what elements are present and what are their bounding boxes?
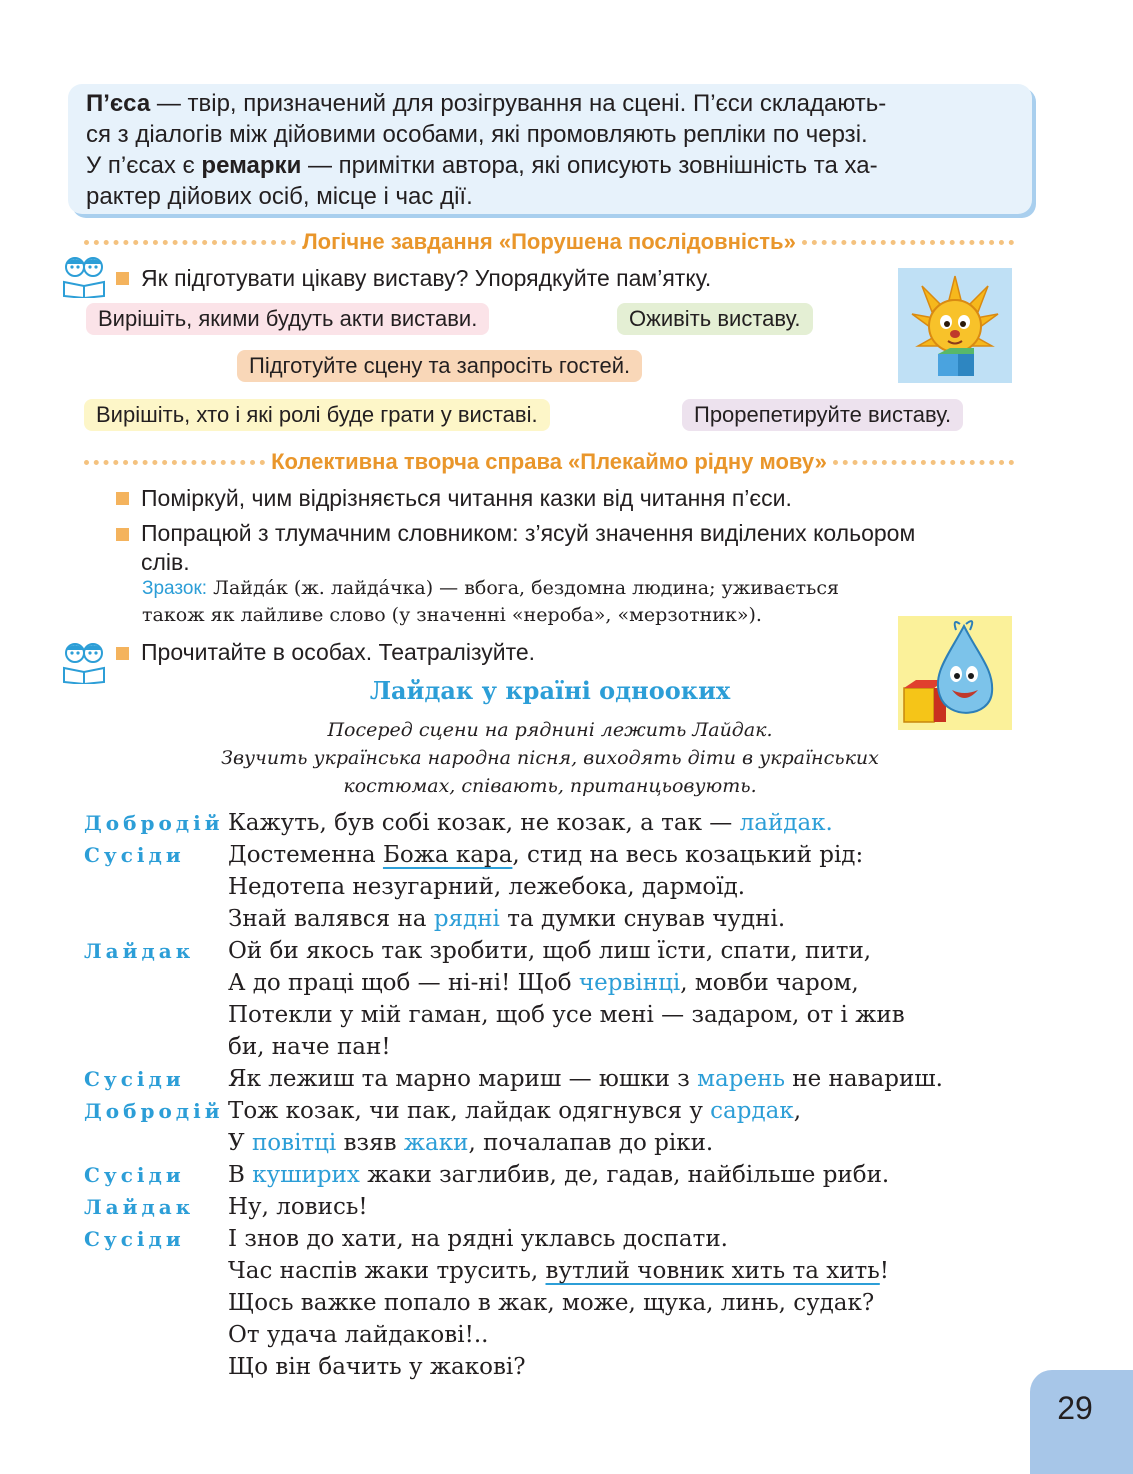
dialogue-line: Ну, ловись!	[228, 1194, 368, 1220]
section-title: Логічне завдання «Порушена послідовність»	[302, 229, 796, 254]
dialogue-line: В куширих жаки заглибив, де, гадав, найбільше риби.	[228, 1162, 890, 1188]
card-prepare-stage[interactable]: Підготуйте сцену та запросіть гостей.	[237, 350, 642, 382]
dialogue-line: У повітці взяв жаки, почалапав до ріки.	[228, 1130, 714, 1156]
card-revive-play[interactable]: Оживіть виставу.	[617, 303, 813, 335]
speaker-name: Лайдак	[84, 939, 195, 963]
bullet	[116, 528, 129, 541]
dialogue-line: Тож козак, чи пак, лайдак одягнувся у сардак,	[228, 1098, 802, 1124]
bullet	[116, 647, 129, 660]
play-title: Лайдак у країні однооких	[369, 676, 731, 705]
sample-line-1: Зразок: Лайда́к (ж. лайда́чка) — вбога, бездомна людина; уживається	[142, 577, 840, 599]
reading-kids-icon	[60, 256, 110, 298]
sun-character-image	[898, 268, 1012, 383]
dialogue-line: Час наспів жаки трусить, вутлий човник хить та хить!	[228, 1258, 890, 1284]
task-text: Як підготувати цікаву виставу? Упорядкуйте пам’ятку.	[141, 265, 712, 291]
page-number: 29	[1057, 1390, 1093, 1426]
stage-remark: Звучить українська народна пісня, виходять діти в українських	[221, 747, 879, 769]
stage-remark: костюмах, співають, пританцьовують.	[343, 775, 757, 797]
speaker-name: Сусіди	[84, 1227, 185, 1251]
dialogue-line: От удача лайдакові!..	[228, 1322, 489, 1348]
task-text: Поміркуй, чим відрізняється читання казки від читання п’єси.	[141, 485, 792, 511]
task-text: слів.	[141, 549, 190, 575]
dialogue-line: А до праці щоб — ні-ні! Щоб червінці, мовби чаром,	[228, 970, 859, 996]
dialogue-line: Як лежиш та марно мариш — юшки з марень не навариш.	[228, 1066, 943, 1092]
task-text: Прочитайте в особах. Театралізуйте.	[141, 639, 536, 665]
dialogue-line: би, наче пан!	[228, 1034, 391, 1060]
drop-character-image	[898, 616, 1012, 730]
task-text: Попрацюй з тлумачним словником: з’ясуй значення виділених кольором	[141, 520, 916, 546]
section-heading-collective	[84, 448, 1014, 476]
speaker-name: Сусіди	[84, 1163, 185, 1187]
dialogue-line: Щось важке попало в жак, може, щука, линь, судак?	[228, 1290, 875, 1316]
definition-line-4: рактер дійових осіб, місце і час дії.	[86, 183, 473, 210]
bullet	[116, 492, 129, 505]
speaker-name: Сусіди	[84, 843, 185, 867]
bullet	[116, 272, 129, 285]
dialogue-line: Ой би якось так зробити, щоб лиш їсти, спати, пити,	[228, 938, 872, 964]
definition-line-2: ся з діалогів між дійовими особами, які промовляють репліки по черзі.	[86, 121, 868, 148]
speaker-name: Сусіди	[84, 1067, 185, 1091]
dialogue-line: Достеменна Божа кара, стид на весь козацький рід:	[228, 842, 864, 868]
card-decide-roles[interactable]: Вирішіть, хто і які ролі буде грати у виставі.	[84, 399, 550, 431]
speaker-name: Добродій	[84, 1099, 224, 1123]
dialogue-line: І знов до хати, на рядні уклавсь доспати.	[228, 1226, 728, 1252]
speaker-name: Добродій	[84, 811, 224, 835]
sample-line-2: також як лайливе слово (у значенні «нероба», «мерзотник»).	[142, 604, 762, 626]
section-title: Колективна творча справа «Плекаймо рідну мову»	[271, 449, 827, 474]
dialogue-line: Потекли у мій гаман, щоб усе мені — задаром, от і жив	[228, 1002, 905, 1028]
speaker-name: Лайдак	[84, 1195, 195, 1219]
card-rehearse[interactable]: Прорепетируйте виставу.	[682, 399, 963, 431]
dialogue-line: Знай валявся на рядні та думки снував чудні.	[228, 906, 786, 932]
definition-line-1: П’єса — твір, призначений для розігрування на сцені. П’єси складають-	[86, 90, 887, 117]
dialogue-line: Що він бачить у жакові?	[228, 1354, 526, 1380]
stage-remark: Посеред сцени на ряднині лежить Лайдак.	[327, 719, 773, 741]
section-heading-logic	[84, 228, 1014, 256]
card-decide-acts[interactable]: Вирішіть, якими будуть акти вистави.	[86, 303, 489, 335]
definition-line-3: У п’єсах є ремарки — примітки автора, які описують зовнішність та ха-	[86, 152, 878, 179]
dialogue-line: Недотепа незугарний, лежебока, дармоїд.	[228, 874, 746, 900]
dialogue-line: Кажуть, був собі козак, не козак, а так — лайдак.	[228, 810, 833, 836]
